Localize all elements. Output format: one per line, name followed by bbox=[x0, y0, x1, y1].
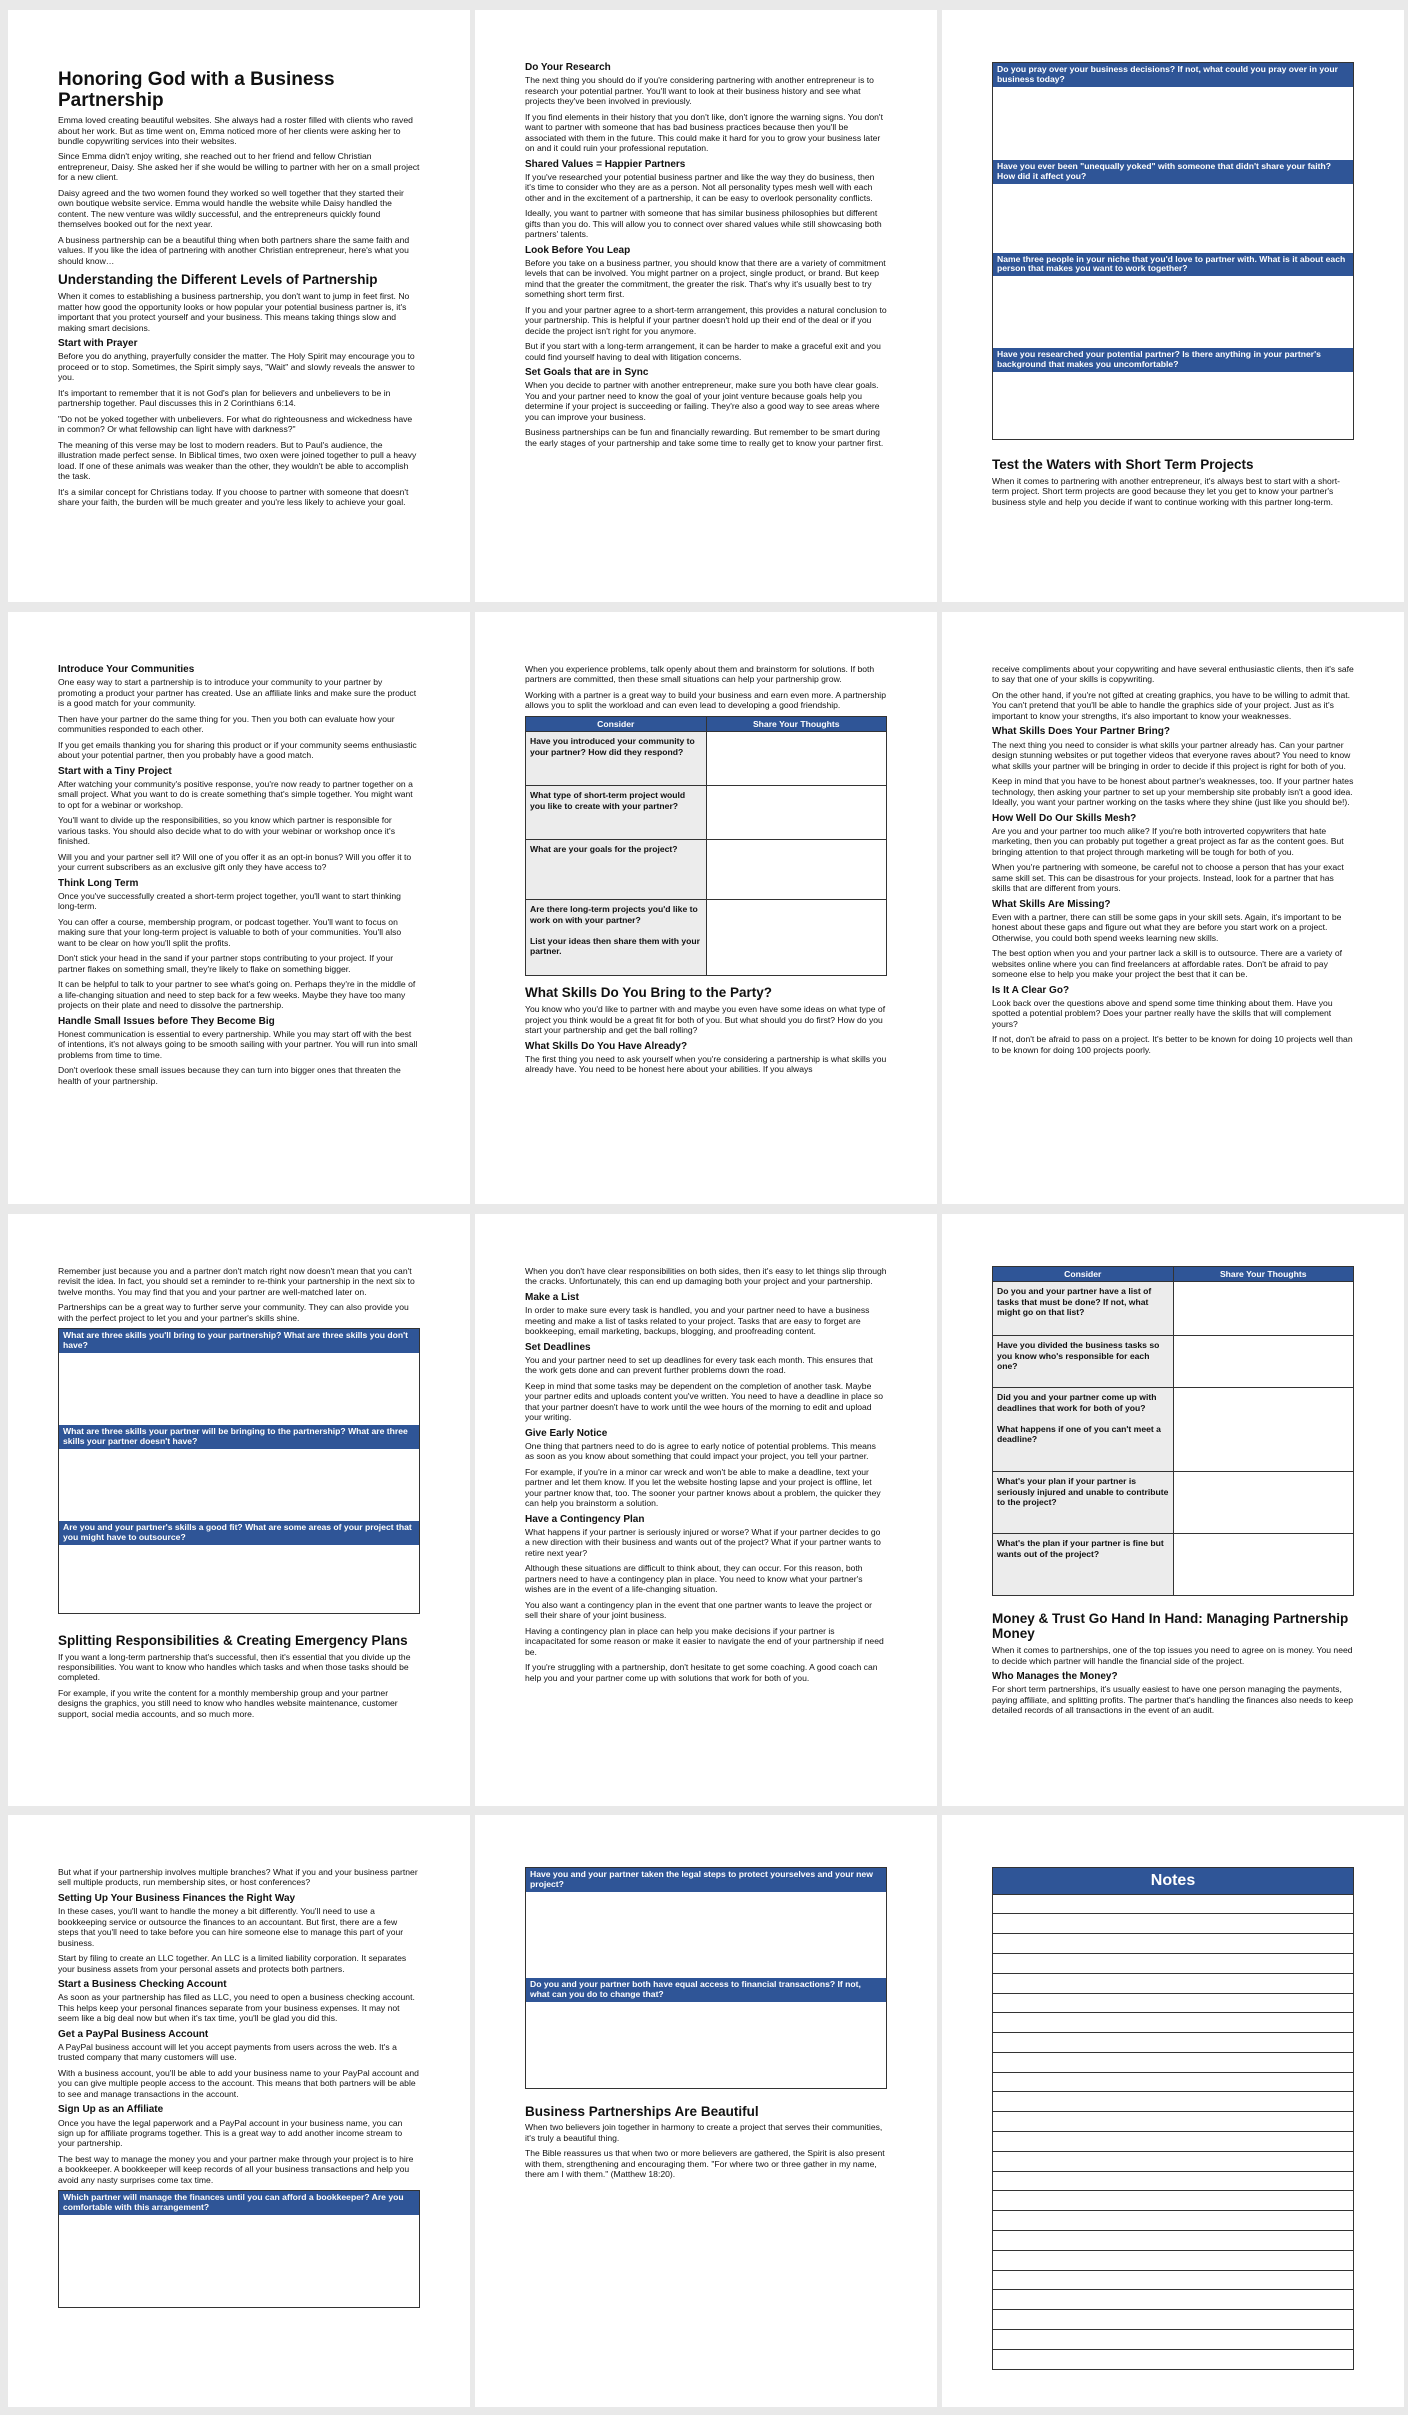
note-line[interactable] bbox=[992, 1994, 1354, 2014]
table-cell-answer[interactable] bbox=[1173, 1282, 1354, 1336]
notes-lines[interactable] bbox=[992, 1895, 1354, 2370]
table-cell-question: Did you and your partner come up with deadlines that work for both of you? What happens if one of you can't meet a deadline? bbox=[993, 1388, 1174, 1472]
subheading: Shared Values = Happier Partners bbox=[525, 158, 686, 170]
question-header: What are three skills your partner will be bringing to the partnership? What are three skills your partner doesn't have? bbox=[59, 1425, 419, 1449]
notes-title: Notes bbox=[992, 1867, 1354, 1895]
section-heading: Money & Trust Go Hand In Hand: Managing Partnership Money bbox=[992, 1611, 1349, 1642]
paragraph: You'll want to divide up the responsibilities, so you know which partner is responsible for various tasks. You should also decide what to do with your webinar or workshop once it's finished. bbox=[58, 815, 395, 847]
table-cell-question: Do you and your partner have a list of tasks that must be done? If not, what might go on that list? bbox=[993, 1282, 1174, 1336]
paragraph: When it comes to partnering with another entrepreneur, it's always best to start with a short-term project. Short term projects are good because they let you get to know your partner's business style and help you decide if want to continue working with this partner long-term. bbox=[992, 475, 1340, 507]
table-cell-question: What's the plan if your partner is fine but wants out of the project? bbox=[993, 1534, 1174, 1596]
paragraph: Emma loved creating beautiful websites. She always had a roster filled with clients who raved about her work. But as time went on, Emma noticed more of her clients were asking her to bundle copywriting services into their websites. bbox=[58, 115, 413, 146]
table-header: Share Your Thoughts bbox=[706, 716, 887, 731]
document-title: Honoring God with a Business Partnership bbox=[58, 69, 335, 111]
subheading: Get a PayPal Business Account bbox=[58, 2028, 209, 2040]
paragraph: When two believers join together in harmony to create a project that serves their communities, it's truly a beautiful thing. bbox=[525, 2122, 883, 2143]
paragraph: Then have your partner do the same thing for you. Then you both can evaluate how your communities responded to each other. bbox=[58, 713, 395, 735]
table-cell-answer[interactable] bbox=[706, 900, 887, 976]
paragraph: Keep in mind that you have to be honest about partner's weaknesses, too. If your partner hates technology, then asking your partner to set up your membership site probably isn't a good idea. Ideally, you want your partner working on the tasks where they shine (just like you should be!). bbox=[992, 776, 1354, 808]
question-header: Have you researched your potential partner? Is there anything in your partner's background that makes you uncomfortable? bbox=[993, 348, 1353, 372]
table-header: Consider bbox=[993, 1267, 1174, 1282]
paragraph: receive compliments about your copywriting and have several enthusiastic clients, then it's safe to say that one of your skills is copywriting. bbox=[992, 664, 1354, 685]
paragraph: For example, if you write the content for a monthly membership group and your partner designs the graphics, you still need to know who handles website maintenance, customer support, social media accounts, and so much more. bbox=[58, 1687, 398, 1719]
table-cell-question: What type of short-term project would you like to create with your partner? bbox=[526, 786, 707, 840]
paragraph: When it comes to partnerships, one of the top issues you need to agree on is money. You need to decide which partner will handle the financial side of the project. bbox=[992, 1645, 1353, 1666]
table-cell-answer[interactable] bbox=[1173, 1534, 1354, 1596]
subheading: Is It A Clear Go? bbox=[992, 984, 1070, 996]
page-3 bbox=[942, 10, 1404, 602]
paragraph: The Bible reassures us that when two or more believers are gathered, the Spirit is also present with them, strengthening and encouraging them. "For where two or three gather in my name, there am I with them." (Matthew 18:20). bbox=[525, 2148, 885, 2180]
note-line[interactable] bbox=[992, 2330, 1354, 2350]
paragraph: You can offer a course, membership program, or podcast together. You'll want to focus on making sure that your long-term project is valuable to both of your communities. You'll also want to be clear on how you'll split the profits. bbox=[58, 916, 402, 948]
paragraph: Although these situations are difficult to think about, they can occur. For this reason, both partners need to have a contingency plan in place. You need to know what your partner's wishes are in the event of a life-changing situation. bbox=[525, 1563, 863, 1595]
paragraph: Business partnerships can be fun and financially rewarding. But remember to be smart during the early stages of your partnership and take some time to really get to know your partner first. bbox=[525, 427, 884, 448]
paragraph: Once you've successfully created a short-term project together, you'll want to start thinking long-term. bbox=[58, 890, 401, 912]
paragraph: Before you do anything, prayerfully consider the matter. The Holy Spirit may encourage you to proceed or to stop. Sometimes, the Spirit simply says, "Wait" and slowly reveals the answer to you. bbox=[58, 351, 415, 383]
subheading: Look Before You Leap bbox=[525, 244, 631, 256]
paragraph: When you decide to partner with another entrepreneur, make sure you both have clear goals. You and your partner need to know the goal of your joint venture because goals help you determine if your project is succeeding or failing. They're also a good way to see areas where you can improve your business. bbox=[525, 380, 880, 422]
subheading: Make a List bbox=[525, 1291, 579, 1303]
subheading: Handle Small Issues before They Become Big bbox=[58, 1015, 275, 1027]
answer-area[interactable] bbox=[59, 1545, 419, 1613]
reflection-table bbox=[992, 1266, 1354, 1596]
paragraph: When you don't have clear responsibilities on both sides, then it's easy to let things slip through the cracks. Unfortunately, this can end up damaging both your project and your partnership. bbox=[525, 1266, 887, 1287]
table-cell-answer[interactable] bbox=[1173, 1472, 1354, 1534]
paragraph: Since Emma didn't enjoy writing, she reached out to her friend and fellow Christian entrepreneur, Daisy. She asked her if she would be willing to partner with her on a small project for a new client. bbox=[58, 151, 420, 183]
reflection-table bbox=[525, 716, 887, 976]
paragraph: When you experience problems, talk openly about them and brainstorm for solutions. If both partners are committed, then these small situations can help your partnership grow. bbox=[525, 664, 875, 685]
subheading: Set Deadlines bbox=[525, 1341, 591, 1353]
note-line[interactable] bbox=[992, 2053, 1354, 2073]
subheading: Start with Prayer bbox=[58, 338, 138, 350]
table-cell-answer[interactable] bbox=[1173, 1336, 1354, 1388]
answer-area[interactable] bbox=[526, 2002, 886, 2088]
paragraph: The best way to manage the money you and your partner make through your project is to hire a bookkeeper. A bookkeeper will keep records of all your business transactions and help you avoid any nasty surprises come tax time. bbox=[58, 2153, 414, 2185]
section-heading: Understanding the Different Levels of Partnership bbox=[58, 272, 378, 288]
subheading: Give Early Notice bbox=[525, 1427, 608, 1439]
paragraph: But what if your partnership involves multiple branches? What if you and your business partner sell multiple products, run membership sites, or host conferences? bbox=[58, 1867, 418, 1888]
paragraph: Will you and your partner sell it? Will one of you offer it as an opt-in bonus? Will you offer it to your current subscribers as an exclusive gift only they have access to? bbox=[58, 851, 412, 873]
paragraph: If you want a long-term partnership that's successful, then it's essential that you divide up the responsibilities. You want to know who handles which tasks and when those tasks should be completed. bbox=[58, 1651, 411, 1683]
paragraph: Once you have the legal paperwork and a PayPal account in your business name, you can sign up for affiliate programs together. This is a great way to add another income stream to your partnership. bbox=[58, 2117, 403, 2149]
table-cell-question: Are there long-term projects you'd like to work on with your partner? List your ideas then share them with your partner. bbox=[526, 900, 707, 976]
table-header: Consider bbox=[526, 716, 707, 731]
paragraph: The first thing you need to ask yourself when you're considering a partnership is what skills you already have. You need to be honest here about your abilities. If you always bbox=[525, 1053, 887, 1075]
subheading: Have a Contingency Plan bbox=[525, 1513, 645, 1525]
paragraph: Start by filing to create an LLC together. An LLC is a limited liability corporation. It separates your business assets from your personal assets and protects both partners. bbox=[58, 1953, 407, 1974]
table-cell-question: Have you divided the business tasks so you know who's responsible for each one? bbox=[993, 1336, 1174, 1388]
note-line[interactable] bbox=[992, 2350, 1354, 2370]
page-10 bbox=[8, 1815, 470, 2407]
page-7 bbox=[8, 1214, 470, 1806]
paragraph: If not, don't be afraid to pass on a project. It's better to be known for doing 10 projects well than to be known for doing 100 projects poorly. bbox=[992, 1034, 1353, 1055]
paragraph: Partnerships can be a great way to further serve your community. They can also provide you with the perfect project to let you and your partner's skills shine. bbox=[58, 1302, 409, 1323]
subheading: Sign Up as an Affiliate bbox=[58, 2104, 164, 2116]
subheading: Think Long Term bbox=[58, 877, 139, 889]
paragraph: When it comes to establishing a business partnership, you don't want to jump in feet first. No matter how good the opportunity looks or how popular your potential business partner is, it's important that you protect yourself and your business. This means taking things slow and making smart decisions. bbox=[58, 291, 410, 333]
reflection-box bbox=[992, 62, 1354, 440]
paragraph: When you're partnering with someone, be careful not to choose a person that has your exact same skill set. This can be disastrous for your projects. Instead, look for a partner that has skills that are different from yours. bbox=[992, 862, 1344, 894]
answer-area[interactable] bbox=[59, 1353, 419, 1425]
page-6 bbox=[942, 612, 1404, 1204]
page-4 bbox=[8, 612, 470, 1204]
paragraph: With a business account, you'll be able to add your business name to your PayPal account and you can give multiple people access to the account. This means that both partners will be able to see and manage transactions in the account. bbox=[58, 2067, 419, 2099]
table-header: Share Your Thoughts bbox=[1173, 1267, 1354, 1282]
subheading: Start a Business Checking Account bbox=[58, 1979, 227, 1991]
paragraph: If you're struggling with a partnership, don't hesitate to get some coaching. A good coach can help you and your partner come up with solutions that work for both of you. bbox=[525, 1662, 878, 1683]
note-line[interactable] bbox=[992, 2231, 1354, 2251]
table-cell-question: What's your plan if your partner is seriously injured and unable to contribute to the project? bbox=[993, 1472, 1174, 1534]
table-cell-answer[interactable] bbox=[706, 732, 887, 786]
paragraph: It's a similar concept for Christians today. If you choose to partner with someone that doesn't share your faith, the burden will be much greater and you're less likely to achieve your goal. bbox=[58, 486, 409, 508]
paragraph: Before you take on a business partner, you should know that there are a variety of commitment levels that can be involved. You might partner on a project, single product, or brand. But keep mind that the greater the commitment, the greater the risk. That's why it's usually best to try something short term first. bbox=[525, 257, 886, 300]
paragraph: "Do not be yoked together with unbelievers. For what do righteousness and wickedness have in common? Or what fellowship can light have with darkness?" bbox=[58, 413, 413, 435]
paragraph: Working with a partner is a great way to build your business and earn even more. A partnership allows you to split the workload and can even lead to developing a good friendship. bbox=[525, 689, 886, 711]
paragraph: One easy way to start a partnership is to introduce your community to your partner by promoting a product your partner has created. Use an affiliate links and make sure the product is a good match for your community. bbox=[58, 677, 417, 709]
note-line[interactable] bbox=[992, 2013, 1354, 2033]
paragraph: For short term partnerships, it's usually easiest to have one person managing the payments, paying affiliate, and splitting profits. The partner that's handling the finances also needs to keep detailed records of all transactions in the event of an audit. bbox=[992, 1684, 1354, 1716]
paragraph: Keep in mind that some tasks may be dependent on the completion of another task. Maybe your partner edits and uploads content you've written. You need to have a deadline in place so that your partner doesn't have to work until the wee hours of the morning to edit and upload your writing. bbox=[525, 1380, 884, 1423]
note-line[interactable] bbox=[992, 2191, 1354, 2211]
section-heading: What Skills Do You Bring to the Party? bbox=[525, 985, 773, 1001]
reflection-box bbox=[58, 2190, 420, 2308]
subheading: Introduce Your Communities bbox=[58, 664, 195, 675]
subheading: Do Your Research bbox=[525, 62, 611, 73]
question-header: Name three people in your niche that you'd love to partner with. What is it about each person that makes you want to work together? bbox=[993, 253, 1353, 277]
page-11 bbox=[475, 1815, 937, 2407]
paragraph: Having a contingency plan in place can help you make decisions if your partner is incapacitated for some reason or make it easier to navigate the end of your partnership if need be. bbox=[525, 1625, 884, 1657]
page-2 bbox=[475, 10, 937, 602]
paragraph: Even with a partner, there can still be some gaps in your skill sets. Again, it's important to be honest about these gaps and figure out what they are before you start work on a project. Otherwise, you could both spend weeks learning new skills. bbox=[992, 911, 1342, 943]
page-8 bbox=[475, 1214, 937, 1806]
page-9 bbox=[942, 1214, 1404, 1806]
table-cell-answer[interactable] bbox=[1173, 1388, 1354, 1472]
paragraph: The next thing you need to consider is what skills your partner already has. Can your partner design stunning websites or put together videos that everyone raves about? You need to know what skills your partner will be bringing in order to decide if this project is right for both of you. bbox=[992, 739, 1351, 771]
answer-area[interactable] bbox=[59, 2215, 419, 2307]
paragraph: If you and your partner agree to a short-term arrangement, this provides a natural conclusion to your partnership. This is helpful if your partner doesn't hold up their end of the deal or if you decide the project isn't right for you anymore. bbox=[525, 304, 887, 336]
table-cell-question: What are your goals for the project? bbox=[526, 840, 707, 900]
subheading: What Skills Are Missing? bbox=[992, 898, 1111, 910]
subheading: What Skills Does Your Partner Bring? bbox=[992, 726, 1170, 738]
reflection-box bbox=[58, 1328, 420, 1613]
paragraph: In order to make sure every task is handled, you and your partner need to have a business meeting and make a list of tasks related to your project. Tasks that are easy to forget are bookkeeping, email marketing, backups, blogging, and proofreading content. bbox=[525, 1305, 870, 1337]
note-line[interactable] bbox=[992, 2073, 1354, 2093]
reflection-box bbox=[525, 1867, 887, 2089]
paragraph: If you've researched your potential business partner and like the way they do business, then it's time to consider who they are as a person. Not all personality types mesh well with each other and in the excitement of a partnership, it can be easy to overlook personality conflicts. bbox=[525, 171, 875, 203]
paragraph: Daisy agreed and the two women found they worked so well together that they started their own boutique website service. Emma would handle the website while Daisy handled the content. The new venture was wildly successful, and the entrepreneurs quickly found themselves booked out for the next year. bbox=[58, 187, 404, 230]
table-cell-answer[interactable] bbox=[706, 840, 887, 900]
answer-area[interactable] bbox=[993, 87, 1353, 160]
paragraph: Ideally, you want to partner with someone that has similar business philosophies but different gifts than you do. This will allow you to connect over shared values while still showcasing both partners' talents. bbox=[525, 208, 882, 240]
paragraph: It's important to remember that it is not God's plan for believers and unbelievers to be in partnership together. Paul discusses this in 2 Corinthians 6:14. bbox=[58, 387, 391, 409]
paragraph: Honest communication is essential to every partnership. While you may start off with the best of intentions, it's not always going to be smooth sailing with your partner. You will run into small problems from time to time. bbox=[58, 1028, 418, 1060]
question-header: What are three skills you'll bring to your partnership? What are three skills you don't have? bbox=[59, 1329, 419, 1353]
paragraph: It can be helpful to talk to your partner to see what's going on. Perhaps they're in the middle of a life-changing situation and need to step back for a few weeks. Maybe they have too many projects on their plate and need to dissolve the partnership. bbox=[58, 979, 416, 1011]
note-line[interactable] bbox=[992, 2112, 1354, 2132]
question-header: Have you ever been "unequally yoked" with someone that didn't share your faith? How did it affect you? bbox=[993, 160, 1353, 184]
answer-area[interactable] bbox=[526, 1892, 886, 1978]
note-line[interactable] bbox=[992, 1895, 1354, 1915]
subheading: What Skills Do You Have Already? bbox=[525, 1040, 688, 1052]
section-heading: Splitting Responsibilities & Creating Emergency Plans bbox=[58, 1632, 408, 1648]
question-header: Do you pray over your business decisions? If not, what could you pray over in your business today? bbox=[993, 63, 1353, 87]
question-header: Have you and your partner taken the legal steps to protect yourselves and your new project? bbox=[526, 1868, 886, 1892]
paragraph: After watching your community's positive response, you're now ready to partner together on a small project. What you want to do is create something that's simple together. You might want to opt for a webinar or workshop. bbox=[58, 778, 413, 810]
subheading: Who Manages the Money? bbox=[992, 1671, 1118, 1683]
paragraph: The next thing you should do if you're considering partnering with another entrepreneur is to research your potential partner. You'll want to look at their business history and see what projects they've been involved in previously. bbox=[525, 75, 874, 107]
section-heading: Business Partnerships Are Beautiful bbox=[525, 2103, 759, 2119]
note-line[interactable] bbox=[992, 2251, 1354, 2271]
note-line[interactable] bbox=[992, 2033, 1354, 2053]
note-line[interactable] bbox=[992, 2211, 1354, 2231]
page-12 bbox=[942, 1815, 1404, 2407]
note-line[interactable] bbox=[992, 2172, 1354, 2192]
note-line[interactable] bbox=[992, 2132, 1354, 2152]
subheading: Set Goals that are in Sync bbox=[525, 367, 649, 379]
question-header: Which partner will manage the finances until you can afford a bookkeeper? Are you comfortable with this arrangement? bbox=[59, 2191, 419, 2215]
paragraph: What happens if your partner is seriously injured or worse? What if your partner decides to go a new direction with their business and wants out of the project? What if your partner wants to retire next year? bbox=[525, 1526, 881, 1558]
answer-area[interactable] bbox=[59, 1449, 419, 1521]
paragraph: You and your partner need to set up deadlines for every task each month. This ensures that the work gets done and can prevent further problems down the road. bbox=[525, 1354, 873, 1376]
note-line[interactable] bbox=[992, 2271, 1354, 2291]
section-heading: Test the Waters with Short Term Projects bbox=[992, 457, 1254, 472]
paragraph: Don't overlook these small issues because they can turn into bigger ones that threaten the health of your partnership. bbox=[58, 1065, 401, 1086]
note-line[interactable] bbox=[992, 1974, 1354, 1994]
notes-box bbox=[992, 1867, 1354, 2370]
subheading: How Well Do Our Skills Mesh? bbox=[992, 812, 1137, 824]
paragraph: In these cases, you'll want to handle the money a bit differently. You'll need to use a bookkeeping service or outsource the finances to an accountant. But first, there are a few steps that you'll need to take before you can hire someone else to manage this part of your business. bbox=[58, 1906, 404, 1948]
note-line[interactable] bbox=[992, 1934, 1354, 1954]
paragraph: For example, if you're in a minor car wreck and won't be able to make a deadline, text your partner and let them know. If you let the website hosting lapse and your project is offline, let your partner know that, too. The sooner your partner knows about a problem, the quicker they can help you brainstorm a solution. bbox=[525, 1466, 881, 1509]
answer-area[interactable] bbox=[993, 276, 1353, 348]
subheading: Setting Up Your Business Finances the Right Way bbox=[58, 1892, 296, 1904]
paragraph: But if you start with a long-term arrangement, it can be harder to make a graceful exit and you could find yourself having to deal with litigation concerns. bbox=[525, 341, 881, 362]
paragraph: If you find elements in their history that you don't like, don't ignore the warning signs. You don't want to partner with someone that has bad business practices because then you'll be associated with them in the future. This could make it hard for you to grow your business later on and it could ruin your professional reputation. bbox=[525, 111, 883, 154]
note-line[interactable] bbox=[992, 1914, 1354, 1934]
paragraph: As soon as your partnership has filed as LLC, you need to open a business checking account. This helps keep your personal finances separate from your business expenses. It may not seem like a big deal now but when it's tax time, you'll be glad you did this. bbox=[58, 1992, 415, 2024]
paragraph: The best option when you and your partner lack a skill is to outsource. There are a variety of websites online where you can find freelancers at affordable rates. Don't be afraid to pay someone else to help you make your project the best that it can be. bbox=[992, 948, 1342, 980]
paragraph: A PayPal business account will let you accept payments from users across the web. It's a trusted company that many customers will use. bbox=[58, 2041, 397, 2063]
note-line[interactable] bbox=[992, 2152, 1354, 2172]
paragraph: Don't stick your head in the sand if your partner stops contributing to your project. If your partner flakes on something small, they're likely to flake on something bigger. bbox=[58, 953, 394, 974]
paragraph: You also want a contingency plan in the event that one partner wants to leave the project or sell their share of your joint business. bbox=[525, 1599, 873, 1621]
paragraph: A business partnership can be a beautiful thing when both partners share the same faith and values. If you like the idea of partnering with another Christian entrepreneur, here's what you should know… bbox=[58, 234, 410, 266]
page-1 bbox=[8, 10, 470, 602]
note-line[interactable] bbox=[992, 2092, 1354, 2112]
note-line[interactable] bbox=[992, 2290, 1354, 2310]
answer-area[interactable] bbox=[993, 372, 1353, 439]
paragraph: Remember just because you and a partner don't match right now doesn't mean that you can't revisit the idea. In fact, you should set a reminder to re-think your partnership in the next six to twelve months. You may find that you and your partner are well-matched later on. bbox=[58, 1266, 415, 1297]
paragraph: One thing that partners need to do is agree to early notice of potential problems. This means as soon as you know about something that could impact your project, you tell your partner. bbox=[525, 1440, 876, 1462]
paragraph: You know who you'd like to partner with and maybe you even have some ideas on what type of project you think would be a great fit for both of you. But what should you do first? How do you start your partnership and get the ball rolling? bbox=[525, 1004, 886, 1036]
paragraph: Look back over the questions above and spend some time thinking about them. Have you spotted a potential problem? Does your partner really have the skills that will complement yours? bbox=[992, 997, 1333, 1029]
paragraph: The meaning of this verse may be lost to modern readers. But to Paul's audience, the illustration made perfect sense. In Biblical times, two oxen were joined together to pull a heavy load. If one of these animals was weaker than the other, they wouldn't be able to accomplish the task. bbox=[58, 439, 417, 482]
page-5 bbox=[475, 612, 937, 1204]
question-header: Are you and your partner's skills a good fit? What are some areas of your project that you might have to outsource? bbox=[59, 1521, 419, 1545]
note-line[interactable] bbox=[992, 1954, 1354, 1974]
note-line[interactable] bbox=[992, 2310, 1354, 2330]
question-header: Do you and your partner both have equal access to financial transactions? If not, what can you do to change that? bbox=[526, 1978, 886, 2002]
answer-area[interactable] bbox=[993, 184, 1353, 253]
table-cell-answer[interactable] bbox=[706, 786, 887, 840]
table-cell-question: Have you introduced your community to your partner? How did they respond? bbox=[526, 732, 707, 786]
paragraph: On the other hand, if you're not gifted at creating graphics, you have to be willing to admit that. You can't pretend that you'll be able to handle the graphics side of your project. Just as it's important to know your strengths, it's also important to know your weaknesses. bbox=[992, 689, 1351, 721]
paragraph: If you get emails thanking you for sharing this product or if your community seems enthusiastic about your potential partner, then you probably have a good match. bbox=[58, 739, 417, 761]
paragraph: Are you and your partner too much alike? If you're both introverted copywriters that hate marketing, then you can probably put together a great project as far as the content goes. But bringing attention to that project through marketing will be tough for both of you. bbox=[992, 825, 1344, 857]
subheading: Start with a Tiny Project bbox=[58, 765, 172, 777]
